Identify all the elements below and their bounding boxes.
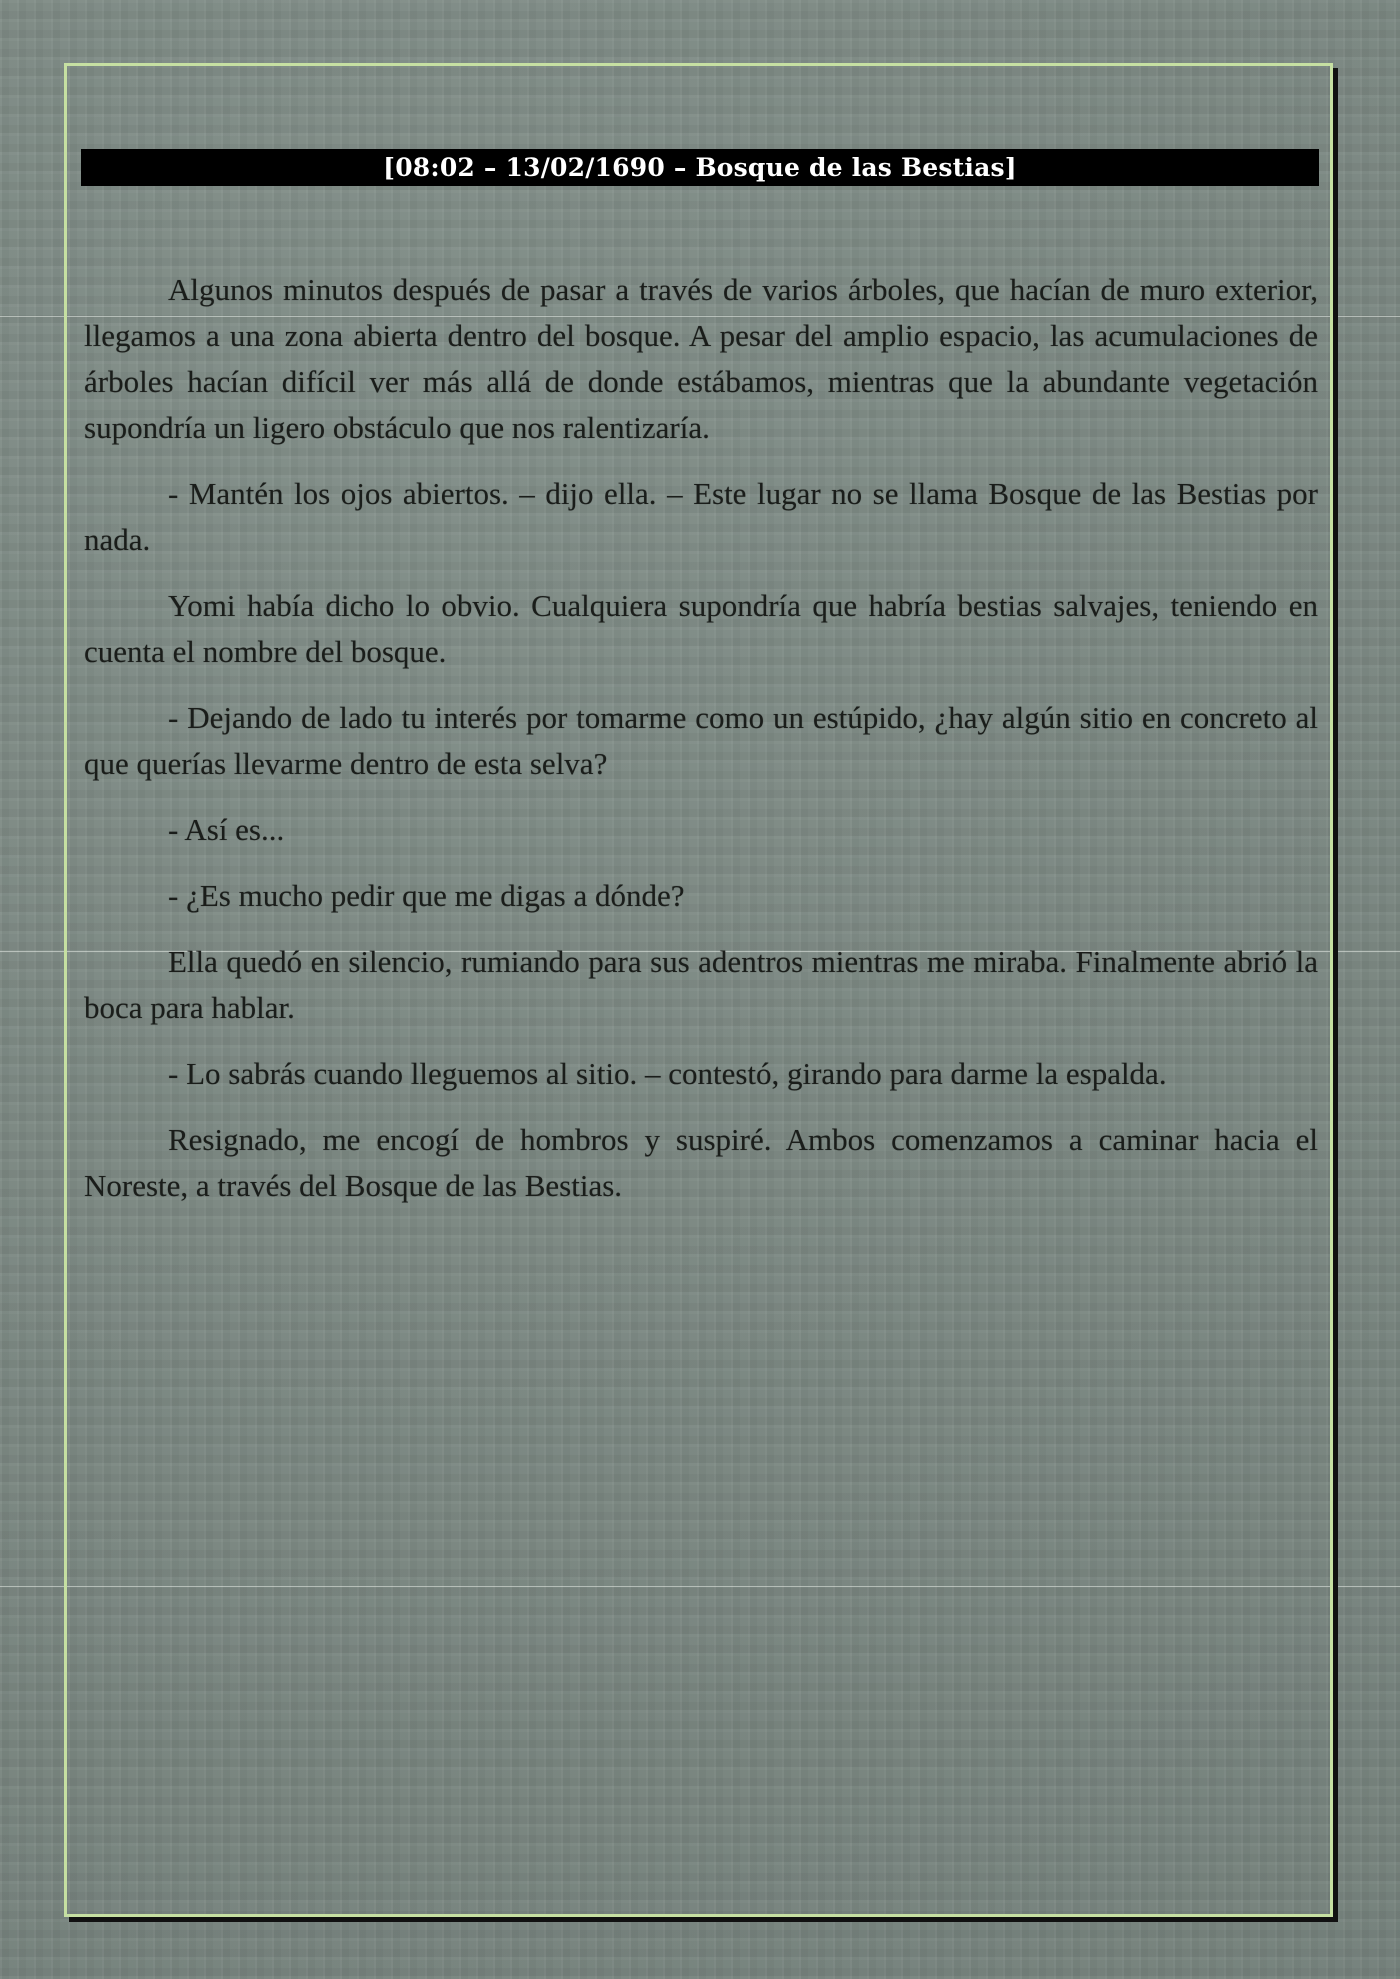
chapter-header: [08:02 – 13/02/1690 – Bosque de las Bestias] (81, 149, 1319, 186)
paragraph-5: - Así es... (168, 812, 285, 847)
paragraph-3: Yomi había dicho lo obvio. Cualquiera supondría que habría bestias salvajes, teniendo en cuenta el nombre del bosque. (84, 588, 1318, 669)
paragraph-8: - Lo sabrás cuando lleguemos al sitio. – contestó, girando para darme la espalda. (168, 1056, 1167, 1091)
paragraph-4: - Dejando de lado tu interés por tomarme como un estúpido, ¿hay algún sitio en concreto al que querías llevarme dentro de esta selva? (84, 700, 1318, 781)
story-text (84, 267, 1318, 1229)
paragraph-9: Resignado, me encogí de hombros y suspiré. Ambos comenzamos a caminar hacia el Noreste, a través del Bosque de las Bestias. (84, 1122, 1318, 1203)
paragraph-7: Ella quedó en silencio, rumiando para sus adentros mientras me miraba. Finalmente abrió la boca para hablar. (84, 944, 1318, 1025)
paragraph-1: Algunos minutos después de pasar a través de varios árboles, que hacían de muro exterior, llegamos a una zona abierta dentro del bosque. A pesar del amplio espacio, las acumulaciones de árboles hacían difícil ver más allá de donde estábamos, mientras que la abundante vegetación supondría un ligero obstáculo que nos ralentizaría. (84, 272, 1318, 445)
paragraph-2: - Mantén los ojos abiertos. – dijo ella. – Este lugar no se llama Bosque de las Bestias por nada. (84, 476, 1318, 557)
paragraph-6: - ¿Es mucho pedir que me digas a dónde? (168, 878, 685, 913)
